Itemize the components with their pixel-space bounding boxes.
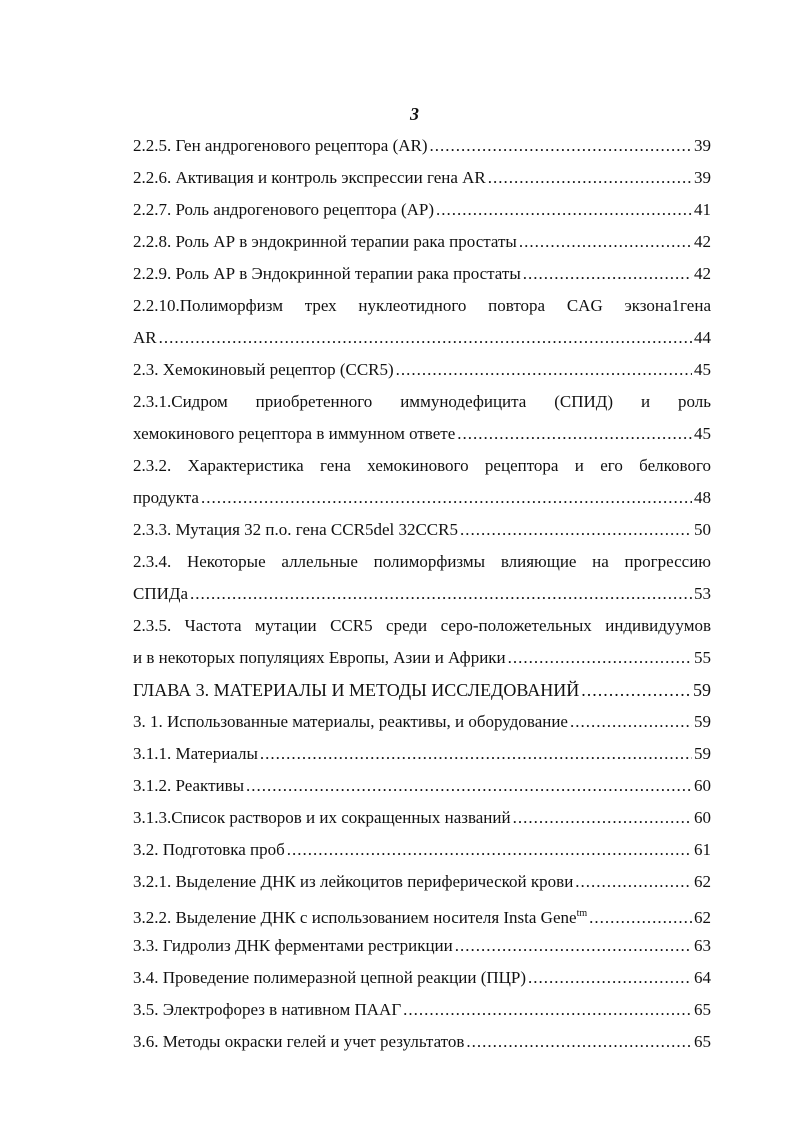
toc-entry bbox=[133, 520, 711, 552]
toc-page: 64 bbox=[694, 968, 711, 987]
toc-page: 65 bbox=[694, 1032, 711, 1051]
toc-page: 50 bbox=[694, 520, 711, 539]
toc-label: 2.2.9. Роль АР в Эндокринной терапии рака простаты bbox=[133, 264, 521, 283]
toc-page: 59 bbox=[694, 744, 711, 763]
toc-label-line1: 2.3.1.Сидром приобретенного иммунодефицита (СПИД) и роль bbox=[133, 392, 711, 411]
toc-entry bbox=[133, 872, 711, 904]
toc-label: AR bbox=[133, 328, 157, 347]
toc-page: 59 bbox=[694, 712, 711, 731]
toc-page: 45 bbox=[694, 360, 711, 379]
toc-entry bbox=[133, 968, 711, 1000]
toc-entry bbox=[133, 136, 711, 168]
toc-label: 3.3. Гидролиз ДНК ферментами рестрикции bbox=[133, 936, 453, 955]
toc-label: хемокинового рецептора в иммунном ответе bbox=[133, 424, 456, 443]
toc-page: 41 bbox=[694, 200, 711, 219]
toc-entry bbox=[133, 1000, 711, 1032]
toc-label: 3.6. Методы окраски гелей и учет результатов bbox=[133, 1032, 465, 1051]
toc-page: 63 bbox=[694, 936, 711, 955]
toc-label: 3.2.2. Выделение ДНК с использованием носителя Insta Gene bbox=[133, 908, 577, 927]
toc-label: 3.2. Подготовка проб bbox=[133, 840, 285, 859]
toc-entry bbox=[133, 552, 711, 616]
toc-entry bbox=[133, 840, 711, 872]
toc-label: 2.3.3. Мутация 32 п.о. гена CCR5del 32CCR5 bbox=[133, 520, 458, 539]
toc-page: 60 bbox=[694, 808, 711, 827]
toc-label-line1: 2.2.10.Полиморфизм трех нуклеотидного повтора CAG экзона1гена bbox=[133, 296, 711, 315]
toc-label: 3.4. Проведение полимеразной цепной реакции (ПЦР) bbox=[133, 968, 527, 987]
toc-entry bbox=[133, 744, 711, 776]
toc-entry bbox=[133, 616, 711, 680]
toc-page: 55 bbox=[694, 648, 711, 667]
toc-page: 53 bbox=[694, 584, 711, 603]
toc-label: 3.1.2. Реактивы bbox=[133, 776, 245, 795]
toc-page: 44 bbox=[694, 328, 711, 347]
toc-entry bbox=[133, 456, 711, 520]
toc-entry bbox=[133, 808, 711, 840]
toc-entry bbox=[133, 1032, 711, 1064]
toc-label: 3.1.3.Список растворов и их сокращенных названий bbox=[133, 808, 511, 827]
toc-page: 60 bbox=[694, 776, 711, 795]
toc-entry bbox=[133, 232, 711, 264]
toc-label: 2.2.8. Роль АР в эндокринной терапии рака простаты bbox=[133, 232, 517, 251]
toc-entry bbox=[133, 296, 711, 360]
table-of-contents bbox=[133, 136, 711, 1064]
toc-label: и в некоторых популяциях Европы, Азии и Африки bbox=[133, 648, 506, 667]
toc-label-line1: 2.3.4. Некоторые аллельные полиморфизмы влияющие на прогрессию bbox=[133, 552, 711, 571]
toc-page: 65 bbox=[694, 1000, 711, 1019]
toc-page: 39 bbox=[694, 168, 711, 187]
trademark-superscript: tm bbox=[576, 908, 588, 919]
toc-page: 61 bbox=[694, 840, 711, 859]
toc-label: 3.2.1. Выделение ДНК из лейкоцитов периферической крови bbox=[133, 872, 574, 891]
page-number: 3 bbox=[410, 104, 419, 124]
toc-page: 59 bbox=[693, 680, 711, 700]
toc-label: продукта bbox=[133, 488, 199, 507]
toc-entry bbox=[133, 712, 711, 744]
toc-page: 45 bbox=[694, 424, 711, 443]
toc-page: 42 bbox=[694, 232, 711, 251]
toc-page: 42 bbox=[694, 264, 711, 283]
toc-entry bbox=[133, 904, 711, 936]
toc-label: 2.2.5. Ген андрогенового рецептора (AR) bbox=[133, 136, 428, 155]
toc-chapter-heading bbox=[133, 680, 711, 712]
toc-entry bbox=[133, 776, 711, 808]
toc-page: 39 bbox=[694, 136, 711, 155]
toc-entry bbox=[133, 168, 711, 200]
toc-label-line1: 2.3.5. Частота мутации CCR5 среди серо-положетельных индивидуумов bbox=[133, 616, 711, 635]
toc-label: ГЛАВА 3. МАТЕРИАЛЫ И МЕТОДЫ ИССЛЕДОВАНИЙ bbox=[133, 680, 580, 700]
toc-page: 62 bbox=[694, 908, 711, 927]
toc-page: 62 bbox=[694, 872, 711, 891]
toc-entry bbox=[133, 392, 711, 456]
toc-label: 2.2.7. Роль андрогенового рецептора (АР) bbox=[133, 200, 435, 219]
toc-label: СПИДа bbox=[133, 584, 189, 603]
toc-entry bbox=[133, 200, 711, 232]
toc-label: 2.3. Хемокиновый рецептор (CCR5) bbox=[133, 360, 394, 379]
toc-page: 48 bbox=[694, 488, 711, 507]
toc-entry bbox=[133, 936, 711, 968]
toc-label-line1: 2.3.2. Характеристика гена хемокинового рецептора и его белкового bbox=[133, 456, 711, 475]
toc-label: 3.5. Электрофорез в нативном ПААГ bbox=[133, 1000, 402, 1019]
toc-label: 3.1.1. Материалы bbox=[133, 744, 258, 763]
toc-entry bbox=[133, 360, 711, 392]
toc-label: 2.2.6. Активация и контроль экспрессии гена AR bbox=[133, 168, 486, 187]
toc-label: 3. 1. Использованные материалы, реактивы, и оборудование bbox=[133, 712, 568, 731]
toc-entry bbox=[133, 264, 711, 296]
